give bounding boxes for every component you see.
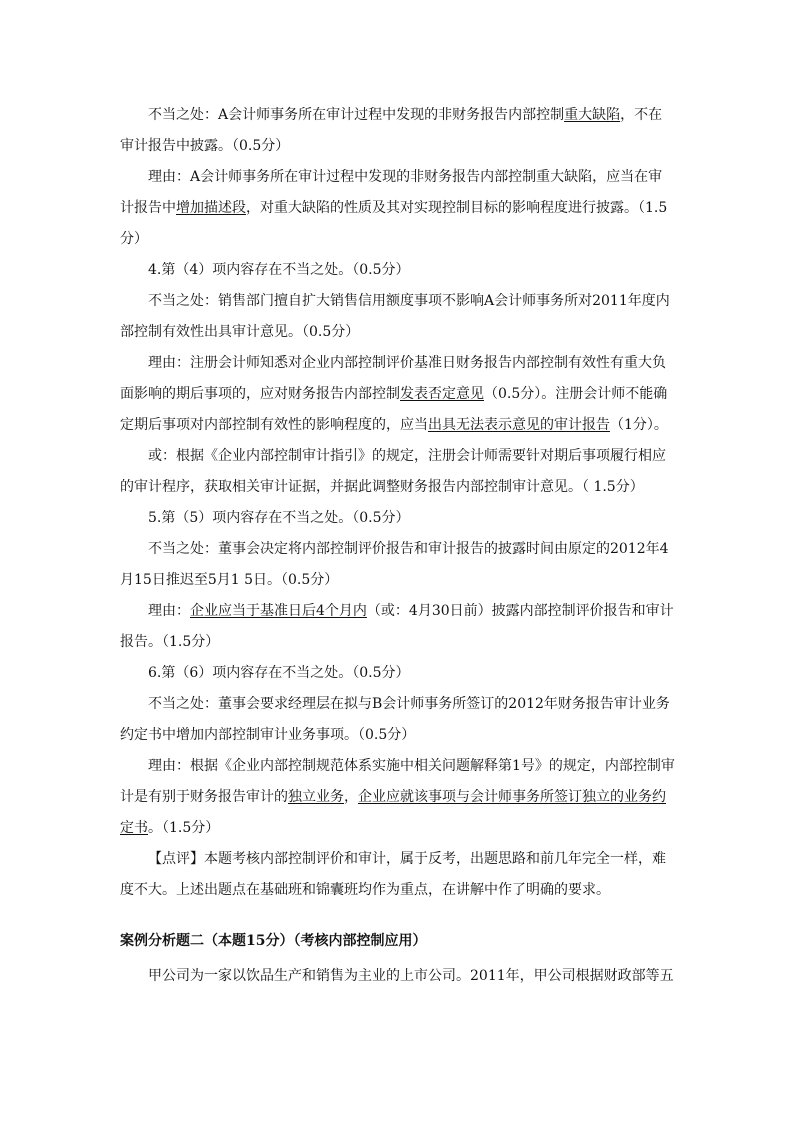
paragraph: [120, 441, 675, 503]
underlined-text: 增加描述段: [176, 200, 246, 216]
document-body: [120, 100, 675, 992]
text-segment: 不当之处：董事会要求经理层在拟与B会计师事务所签订的2012年财务报告审计业务约定书中增加内部控制审计业务事项。（0.5分）: [120, 696, 670, 743]
text-segment: 理由：: [148, 603, 190, 619]
paragraph: [120, 844, 675, 906]
answer-paragraphs: [120, 100, 675, 906]
text-segment: （1分）。: [610, 417, 668, 433]
paragraph: [120, 658, 675, 689]
paragraph: [120, 286, 675, 348]
text-segment: 不当之处：董事会决定将内部控制评价报告和审计报告的披露时间由原定的2012年4月15日推迟至5月1 5日。（0.5分）: [120, 541, 669, 588]
text-segment: （或：4月30日前）披露内部控制评价报告和审计报告。（1.5分）: [120, 603, 674, 650]
underlined-text: 重大缺陷: [564, 107, 621, 123]
text-segment: 6.第（6）项内容存在不当之处。（0.5分）: [148, 665, 410, 681]
paragraph: [120, 100, 675, 162]
underlined-text: 签订独立的业务约定书: [120, 789, 666, 836]
text-segment: ，对重大缺陷的性质及其对实现控制目标的影响程度进行披露。（1.5分）: [120, 200, 668, 247]
text-segment: ，不在审计报告中披露。（0.5分）: [120, 107, 663, 154]
paragraph: [120, 162, 675, 255]
text-segment: 4.第（4）项内容存在不当之处。（0.5分）: [148, 262, 410, 278]
text-segment: 【点评】本题考核内部控制评价和审计，属于反考，出题思路和前几年完全一样，难度不大。上述出题点在基础班和锦囊班均作为重点，在讲解中作了明确的要求。: [120, 851, 666, 898]
text-segment: （0.5分）。注册会计师不能确定期后事项对内部控制有效性的影响程度的，应当: [120, 386, 668, 433]
underlined-text: 发表否定意见: [400, 386, 484, 402]
underlined-text: 独立业务: [288, 789, 344, 805]
text-segment: 理由：A会计师事务所在审计过程中发现的非财务报告内部控制重大缺陷，应当在审计报告中: [120, 169, 663, 216]
paragraph: [120, 503, 675, 534]
section-heading: 案例分析题二（本题15分）（考核内部控制应用）: [120, 933, 427, 949]
underlined-text: 企业应当于: [190, 603, 260, 619]
underlined-text: 基准日后4个月内: [260, 603, 367, 619]
text-segment: ，: [344, 789, 358, 805]
text-segment: 理由：注册会计师知悉对企业内部控制评价基准日财务报告内部控制有效性有重大负面影响的期后事项的，应对财务报告内部控制: [120, 355, 666, 402]
paragraph: [120, 596, 675, 658]
paragraph: [120, 751, 675, 844]
paragraph: [120, 689, 675, 751]
paragraph: [120, 348, 675, 441]
text-segment: 或：根据《企业内部控制审计指引》的规定，注册会计师需要针对期后事项履行相应的审计程序，获取相关审计证据，并据此调整财务报告内部控制审计意见。（ 1.5分）: [120, 448, 666, 495]
text-segment: 不当之处：销售部门擅自扩大销售信用额度事项不影响A会计师事务所对2011年度内部控制有效性出具审计意见。（0.5分）: [120, 293, 670, 340]
paragraph: [120, 534, 675, 596]
underlined-text: 出具无法表示意见的审计报告: [428, 417, 610, 433]
text-segment: 。（1.5分）: [148, 820, 220, 836]
text-segment: 理由：根据《企业内部控制规范体系实施中相关问题解释第1号》的规定，内部控制审计是有别于财务报告审计的: [120, 758, 675, 805]
case-intro-paragraph: 甲公司为一家以饮品生产和销售为主业的上市公司。2011年，甲公司根据财政部等五: [148, 968, 674, 984]
text-segment: 5.第（5）项内容存在不当之处。（0.5分）: [148, 510, 410, 526]
text-segment: 不当之处：A会计师事务所在审计过程中发现的非财务报告内部控制: [148, 107, 565, 123]
paragraph: [120, 255, 675, 286]
underlined-text: 企业应就该事项与会计师事务所: [358, 789, 554, 805]
